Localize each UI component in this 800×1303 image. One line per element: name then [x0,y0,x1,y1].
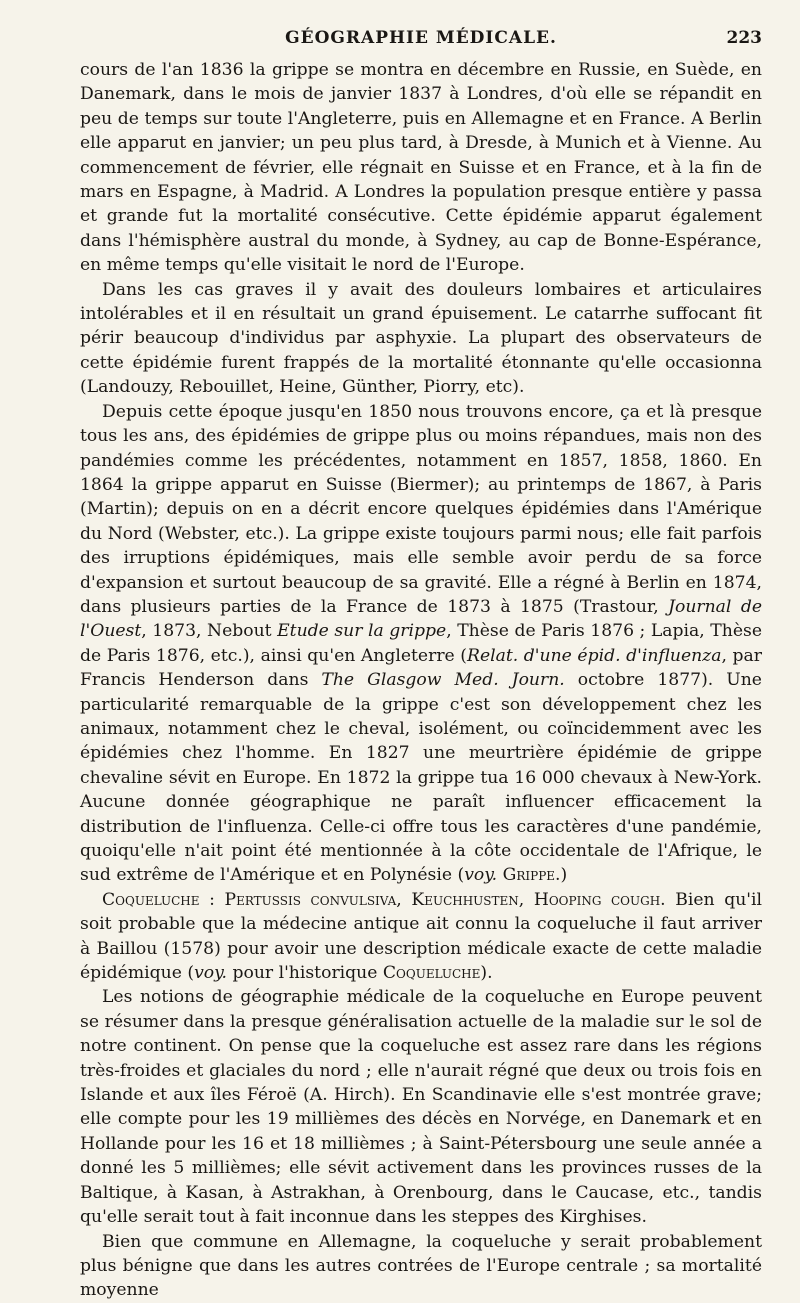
small-caps-term: Coqueluche : Pertussis convulsiva, Keuchhusten, Hooping cough. [102,889,666,910]
text-run: Bien qu'il soit probable que la médecine antique ait connu la coqueluche il faut arriver à Baillou (1578) pour avoir une description médicale exacte de cette maladie épidémique ( [80,889,762,984]
italic-citation: Journal de l'Ouest [80,596,762,642]
paragraph [80,400,762,888]
italic-citation: Etude sur la grippe [277,621,447,642]
paragraph: Les notions de géographie médicale de la coqueluche en Europe peuvent se résumer dans la presque généralisation actuelle de la maladie sur le sol de notre continent. On pense que la coqueluche est assez rare dans les régions très-froides et glaciales du nord ; elle n'aurait régné que deux ou trois fois en Islande et aux îles Féroë (A. Hirch). En Scandinavie elle s'est montrée grave; elle compte pour les 19 millièmes des décès en Norvége, en Danemark et en Hollande pour les 16 et 18 millièmes ; à Saint-Pétersbourg une seule année a donné les 5 millièmes; elle sévit activement dans les provinces russes de la Baltique, à Kasan, à Astrakhan, à Orenbourg, dans le Caucase, etc., tandis qu'elle serait tout à fait inconnue dans les steppes des Kirghises. [80,987,762,1228]
italic-citation: Relat. d'une épid. d'influenza [467,645,722,666]
text-run: octobre 1877). Une particularité remarquable de la grippe c'est son développement chez les animaux, notamment chez le cheval, isolément, ou coïncidemment avec les épidémies chez l'homme. En 1827 une meurtrière épidémie de grippe chevaline sévit en Europe. En 1872 la grippe tua 16 000 chevaux à New-York. Aucune donnée géographique ne paraît influencer efficacement la distribution de l'influenza. Celle-ci offre tous les caractères d'une pandémie, quoiqu'elle n'ait point été mentionnée à la côte occidentale de l'Afrique, le sud extrême de l'Amérique et en Polynésie ( [80,670,762,886]
text-run: Depuis cette époque jusqu'en 1850 nous trouvons encore, ça et là presque tous les ans, des épidémies de grippe plus ou moins répandues, mais non des pandémies comme les précédentes, notamment en 1857, 1858, 1860. En 1864 la grippe apparut en Suisse (Biermer); au printemps de 1867, à Paris (Martin); depuis on en a décrit encore quelques épidémies dans l'Amérique du Nord (Webster, etc.). La grippe existe toujours parmi nous; elle fait parfois des irruptions épidémiques, mais elle semble avoir perdu de sa force d'expansion et surtout beaucoup de sa gravité. Elle a régné à Berlin en 1874, dans plusieurs parties de la France de 1873 à 1875 (Trastour, [80,401,762,617]
paragraph: cours de l'an 1836 la grippe se montra en décembre en Russie, en Suède, en Danemark, dans le mois de janvier 1837 à Londres, d'où elle se répandit en peu de temps sur toute l'Angleterre, puis en Allemagne et en France. A Berlin elle apparut en janvier; un peu plus tard, à Dresde, à Munich et à Vienne. Au commencement de février, elle régnait en Suisse et en France, et à la fin de mars en Espagne, à Madrid. A Londres la population presque entière y passa et grande fut la mortalité consécutive. Cette épidémie apparut également dans l'hémisphère austral du monde, à Sydney, au cap de Bonne-Espérance, en même temps qu'elle visitait le nord de l'Europe. [80,60,762,276]
text-run: , Thèse de Paris 1876 ; Lapia, Thèse de Paris 1876, etc.), ainsi qu'en Angleterre ( [80,621,762,666]
paragraph [80,888,762,986]
paragraph: Dans les cas graves il y avait des douleurs lombaires et articulaires intolérables et il en résultait un grand épuisement. Le catarrhe suffocant fit périr beaucoup d'individus par asphyxie. La plupart des observateurs de cette épidémie furent frappés de la mortalité étonnante qu'elle occasionna (Landouzy, Rebouillet, Heine, Günther, Piorry, etc). [80,279,762,398]
italic-citation: The Glasgow Med. Journ. [321,670,565,691]
page-header [80,28,762,58]
text-run: .) [555,865,568,886]
italic-citation: voy. [194,963,228,984]
body-text [80,58,762,1303]
text-run: ). [480,963,493,984]
text-run: , 1873, Nebout [141,621,278,642]
small-caps-term: Coqueluche [382,963,481,984]
text-run: , par Francis Henderson dans [80,645,762,691]
running-title: GÉOGRAPHIE MÉDICALE. [285,28,557,48]
text-run: pour l'historique [227,963,383,984]
page-number: 223 [726,28,762,48]
italic-citation: voy. [464,865,498,886]
small-caps-term: Grippe [502,865,556,886]
paragraph: Bien que commune en Allemagne, la coqueluche y serait probablement plus bénigne que dans les autres contrées de l'Europe centrale ; sa mortalité moyenne [80,1231,762,1301]
